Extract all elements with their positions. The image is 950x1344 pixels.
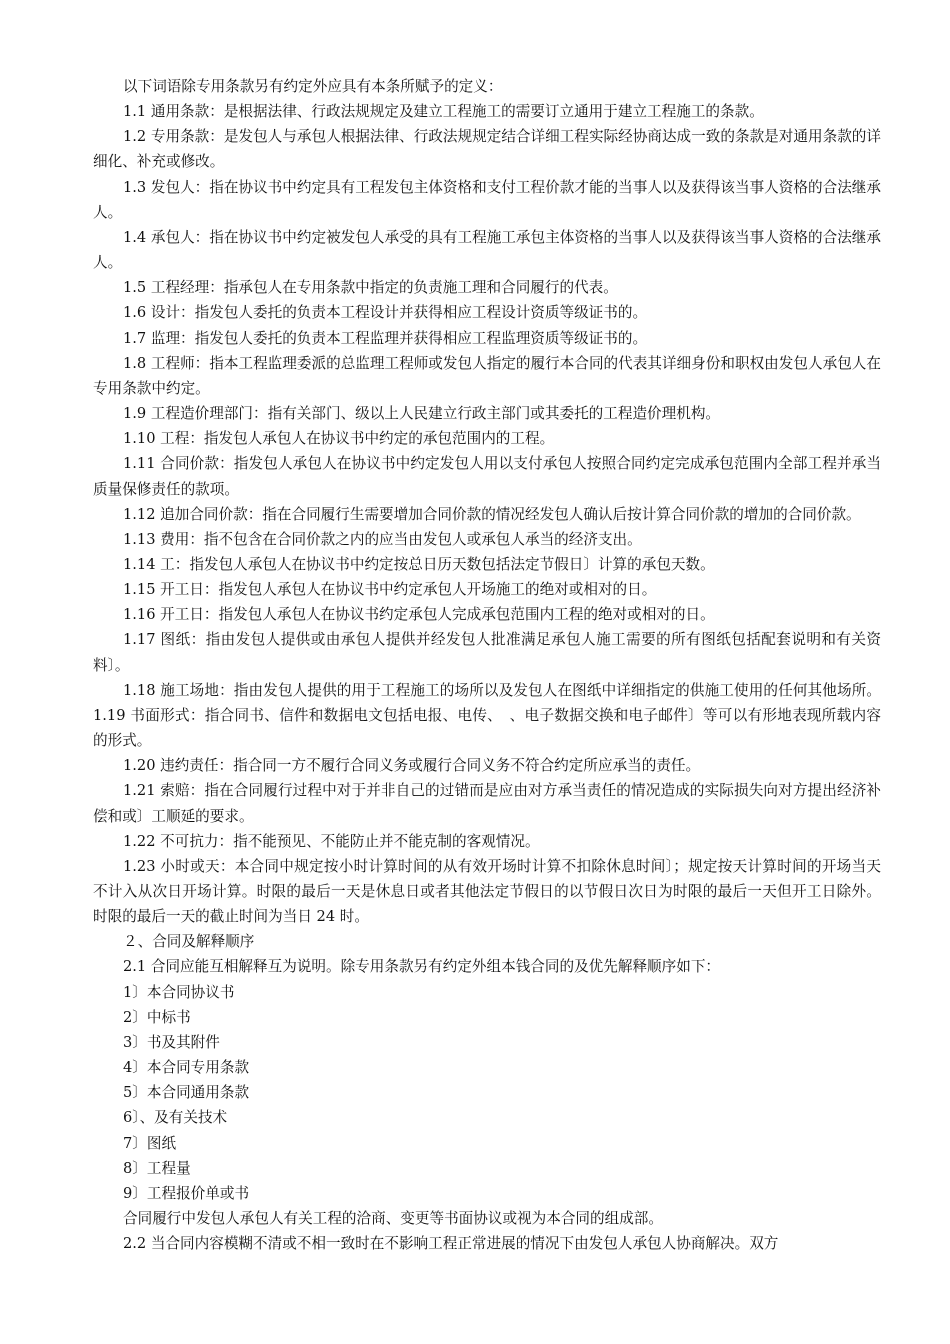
order-item-5: 5〕本合同通用条款 xyxy=(123,1084,250,1102)
order-item-4: 4〕本合同专用条款 xyxy=(123,1059,250,1077)
clause-1-7: 1.7 监理：指发包人委托的负责本工程监理并获得相应工程监理资质等级证书的。 xyxy=(123,329,648,347)
clause-1-6: 1.6 设计：指发包人委托的负责本工程设计并获得相应工程设计资质等级证书的。 xyxy=(123,304,648,322)
order-item-9: 9〕工程报价单或书 xyxy=(123,1184,250,1202)
clause-1-18-1-19: 1.18 施工场地：指由发包人提供的用于工程施工的场所以及发包人在图纸中详细指定的供施工使用的任何其他场所。1.19 书面形式：指合同书、信件和数据电文包括电报、电传、 、电子数据交换和电子邮件〕等可以有形地表现所载内容的形式。 xyxy=(93,681,881,750)
clause-1-10: 1.10 工程：指发包人承包人在协议书中约定的承包范围内的工程。 xyxy=(123,430,555,448)
clause-1-23: 1.23 小时或天：本合同中规定按小时计算时间的从有效开场时计算不扣除休息时间〕；规定按天计算时间的开场当天不计入从次日开场计算。时限的最后一天是休息日或者其他法定节假日的以节假日次日为时限的最后一天但开工日除外。时限的最后一天的截止时间为当日 24 时。 xyxy=(93,857,881,926)
intro-paragraph: 以下词语除专用条款另有约定外应具有本条所赋予的定义： xyxy=(123,78,503,95)
clause-1-1: 1.1 通用条款：是根据法律、行政法规规定及建立工程施工的需要订立通用于建立工程施工的条款。 xyxy=(123,103,764,121)
clause-2-2: 2.2 当合同内容模糊不清或不相一致时在不影响工程正常进展的情况下由发包人承包人协商解决。双方 xyxy=(123,1235,779,1253)
clause-1-5: 1.5 工程经理：指承包人在专用条款中指定的负责施工理和合同履行的代表。 xyxy=(123,279,618,297)
clause-1-11: 1.11 合同价款：指发包人承包人在协议书中约定发包人用以支付承包人按照合同约定完成承包范围内全部工程并承当质量保修责任的款项。 xyxy=(93,455,881,498)
clause-2-1: 2.1 合同应能互相解释互为说明。除专用条款另有约定外组本钱合同的及优先解释顺序如下： xyxy=(123,958,721,976)
order-item-2: 2〕中标书 xyxy=(123,1008,191,1026)
clause-1-15: 1.15 开工日：指发包人承包人在协议书中约定承包人开场施工的绝对或相对的日。 xyxy=(123,581,657,599)
clause-1-4: 1.4 承包人：指在协议书中约定被发包人承受的具有工程施工承包主体资格的当事人以及获得该当事人资格的合法继承人。 xyxy=(93,228,881,272)
clause-1-20: 1.20 违约责任：指合同一方不履行合同义务或履行合同义务不符合约定所应承当的责任。 xyxy=(123,757,701,775)
clause-1-3: 1.3 发包人：指在协议书中约定具有工程发包主体资格和支付工程价款才能的当事人以及获得该当事人资格的合法继承人。 xyxy=(93,178,881,221)
order-item-7: 7〕图纸 xyxy=(123,1134,177,1152)
clause-1-22: 1.22 不可抗力：指不能预见、不能防止并不能克制的客观情况。 xyxy=(123,832,540,850)
clause-1-16: 1.16 开工日：指发包人承包人在协议书约定承包人完成承包范围内工程的绝对或相对的日。 xyxy=(123,606,715,624)
clause-1-9: 1.9 工程造价理部门：指有关部门、级以上人民建立行政主部门或其委托的工程造价理机构。 xyxy=(123,405,721,423)
clause-1-21: 1.21 索赔：指在合同履行过程中对于并非自己的过错而是应由对方承当责任的情况造成的实际损失向对方提出经济补偿和或〕工顺延的要求。 xyxy=(93,782,881,825)
clause-1-2: 1.2 专用条款：是发包人与承包人根据法律、行政法规规定结合详细工程实际经协商达成一致的条款是对通用条款的详细化、补充或修改。 xyxy=(93,128,881,171)
order-item-6: 6〕、及有关技术 xyxy=(123,1109,228,1127)
contract-note: 合同履行中发包人承包人有关工程的洽商、变更等书面协议或视为本合同的组成部。 xyxy=(123,1210,663,1228)
order-item-1: 1〕本合同协议书 xyxy=(123,983,235,1001)
clause-1-14: 1.14 工：指发包人承包人在协议书中约定按总日历天数包括法定节假日〕计算的承包天数。 xyxy=(123,555,715,573)
clause-1-12: 1.12 追加合同价款：指在合同履行生需要增加合同价款的情况经发包人确认后按计算合同价款的增加的合同价款。 xyxy=(123,505,861,523)
order-item-8: 8〕工程量 xyxy=(123,1159,191,1177)
clause-1-13: 1.13 费用：指不包含在合同价款之内的应当由发包人或承包人承当的经济支出。 xyxy=(123,530,642,548)
order-item-3: 3〕书及其附件 xyxy=(123,1033,220,1051)
clause-1-8: 1.8 工程师：指本工程监理委派的总监理工程师或发包人指定的履行本合同的代表其详细身份和职权由发包人承包人在专用条款中约定。 xyxy=(93,354,881,397)
section-2-heading: ２、合同及解释顺序 xyxy=(123,933,255,951)
document-page xyxy=(93,74,881,1256)
clause-1-17: 1.17 图纸：指由发包人提供或由承包人提供并经发包人批准满足承包人施工需要的所有图纸包括配套说明和有关资料〕。 xyxy=(93,631,881,674)
